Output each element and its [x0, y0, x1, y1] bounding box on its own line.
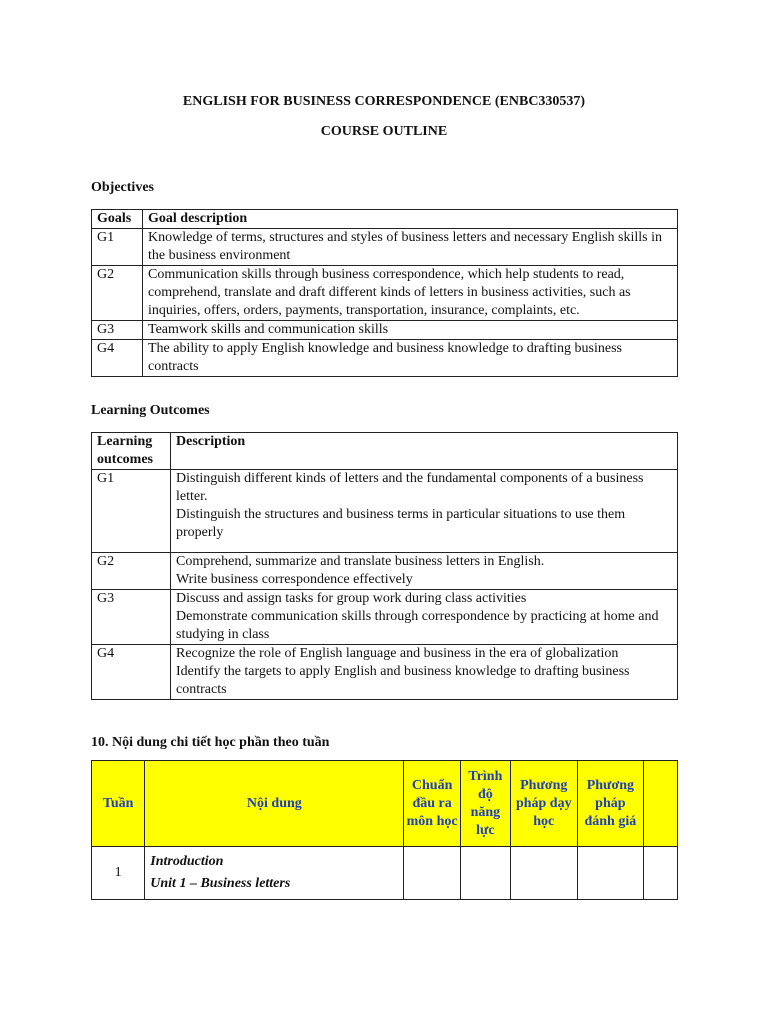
- competency-level-column-header: Trình độ năng lực: [460, 761, 510, 847]
- content-column-header: Nội dung: [145, 761, 404, 847]
- table-row: [92, 553, 678, 590]
- goal-id: G1: [92, 229, 143, 266]
- table-row: [92, 470, 678, 553]
- weekly-content-table: [91, 760, 678, 900]
- outcome-line: Discuss and assign tasks for group work during class activities: [176, 591, 527, 606]
- outcome-line: Demonstrate communication skills through correspondence by practicing at home and studying in class: [176, 609, 659, 642]
- week-number: 1: [92, 847, 145, 900]
- extra-column-header: [644, 761, 678, 847]
- outcome-line: Distinguish different kinds of letters and the fundamental components of a business letter.: [176, 471, 644, 504]
- outcome-line: Write business correspondence effectively: [176, 572, 413, 587]
- outcome-line: Identify the targets to apply English and business knowledge to drafting business contracts: [176, 664, 630, 697]
- table-row: [92, 645, 678, 700]
- goal-id: G3: [92, 321, 143, 340]
- outcome-line: Comprehend, summarize and translate business letters in English.: [176, 554, 545, 569]
- empty-cell: [644, 847, 678, 900]
- goal-description: Teamwork skills and communication skills: [143, 321, 678, 340]
- table-row: [92, 590, 678, 645]
- content-line: Unit 1 – Business letters: [150, 876, 291, 891]
- goals-column-header: Goals: [92, 210, 143, 229]
- assessment-method-column-header: Phương pháp đánh giá: [577, 761, 644, 847]
- learning-outcomes-table: [91, 432, 678, 700]
- weekly-content-heading: 10. Nội dung chi tiết học phần theo tuần: [91, 735, 330, 750]
- goal-description: The ability to apply English knowledge and business knowledge to drafting business contracts: [143, 340, 678, 377]
- table-row: [92, 321, 678, 340]
- objectives-heading: Objectives: [91, 180, 154, 195]
- table-row: [92, 266, 678, 321]
- goal-description: Knowledge of terms, structures and styles of business letters and necessary English skills in the business environment: [143, 229, 678, 266]
- description-column-header: Description: [171, 433, 678, 470]
- outcome-description: [171, 553, 678, 590]
- outcome-line: Recognize the role of English language and business in the era of globalization: [176, 646, 619, 661]
- objectives-table: [91, 209, 678, 377]
- empty-cell: [404, 847, 460, 900]
- learning-outcomes-column-header: Learning outcomes: [92, 433, 171, 470]
- goal-id: G4: [92, 340, 143, 377]
- outcome-id: G2: [92, 553, 171, 590]
- teaching-method-column-header: Phương pháp dạy học: [510, 761, 577, 847]
- empty-cell: [460, 847, 510, 900]
- table-row: [92, 340, 678, 377]
- content-line: Introduction: [150, 854, 224, 869]
- table-header-row: [92, 210, 678, 229]
- table-row: [92, 229, 678, 266]
- outcome-description: [171, 645, 678, 700]
- outcome-id: G3: [92, 590, 171, 645]
- goal-description: Communication skills through business correspondence, which help students to read, comprehend, translate and draft different kinds of letters in business activities, such as inquiries, offers, orders, payments, transportation, insurance, complaints, etc.: [143, 266, 678, 321]
- week-column-header: Tuần: [92, 761, 145, 847]
- table-row: [92, 847, 678, 900]
- empty-cell: [577, 847, 644, 900]
- goal-description-column-header: Goal description: [143, 210, 678, 229]
- goal-id: G2: [92, 266, 143, 321]
- empty-cell: [510, 847, 577, 900]
- learning-outcome-column-header: Chuẩn đầu ra môn học: [404, 761, 460, 847]
- outcome-id: G4: [92, 645, 171, 700]
- outcome-description: [171, 590, 678, 645]
- outcome-line: Distinguish the structures and business terms in particular situations to use them properly: [176, 507, 626, 540]
- outcome-id: G1: [92, 470, 171, 553]
- document-title: ENGLISH FOR BUSINESS CORRESPONDENCE (ENBC330537): [182, 94, 586, 109]
- learning-outcomes-heading: Learning Outcomes: [91, 403, 210, 418]
- document-subtitle: COURSE OUTLINE: [320, 124, 448, 139]
- week-content: [145, 847, 404, 900]
- table-header-row: [92, 433, 678, 470]
- table-header-row: [92, 761, 678, 847]
- outcome-description: [171, 470, 678, 553]
